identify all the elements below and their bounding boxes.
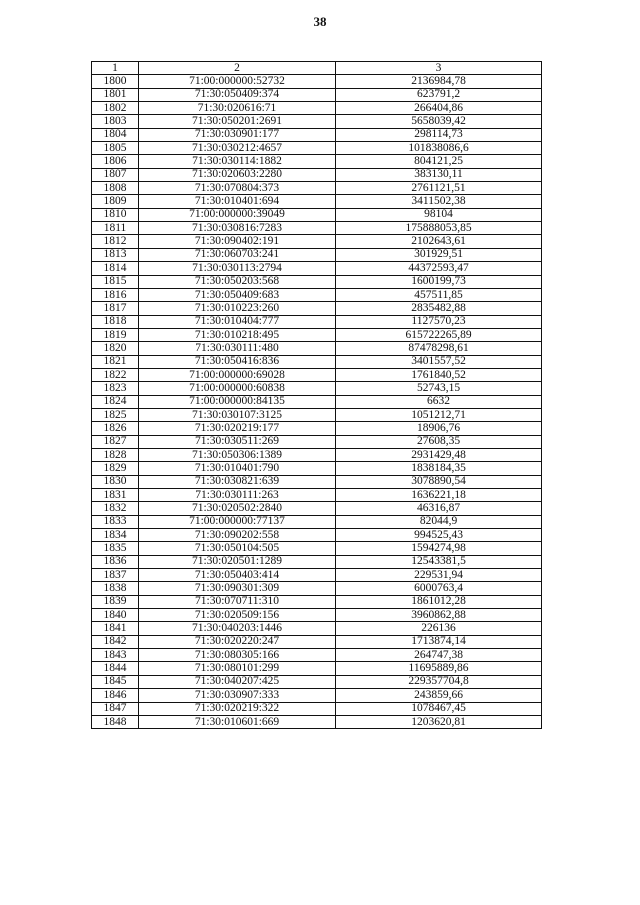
cadastral-number-cell: 71:30:010401:694 (139, 195, 336, 208)
row-number-cell: 1827 (92, 435, 139, 448)
value-cell: 6632 (336, 395, 542, 408)
row-number-cell: 1805 (92, 142, 139, 155)
table-row (92, 262, 542, 275)
value-cell: 82044,9 (336, 515, 542, 528)
value-cell: 1127570,23 (336, 315, 542, 328)
row-number-cell: 1834 (92, 529, 139, 542)
value-cell: 2136984,78 (336, 75, 542, 88)
row-number-cell: 1804 (92, 128, 139, 141)
row-number-cell: 1845 (92, 675, 139, 688)
cadastral-number-cell: 71:30:050409:374 (139, 88, 336, 101)
row-number-cell: 1847 (92, 702, 139, 715)
cadastral-number-cell: 71:30:010401:790 (139, 462, 336, 475)
table-row (92, 609, 542, 622)
table-row (92, 715, 542, 728)
cadastral-number-cell: 71:30:030901:177 (139, 128, 336, 141)
value-cell: 87478298,61 (336, 342, 542, 355)
cadastral-number-cell: 71:30:030111:263 (139, 489, 336, 502)
row-number-cell: 1843 (92, 649, 139, 662)
table-row (92, 689, 542, 702)
row-number-cell: 1802 (92, 102, 139, 115)
cadastral-number-cell: 71:30:030816:7283 (139, 222, 336, 235)
cadastral-number-cell: 71:30:050306:1389 (139, 448, 336, 461)
value-cell: 1713874,14 (336, 635, 542, 648)
row-number-cell: 1828 (92, 448, 139, 461)
value-cell: 46316,87 (336, 502, 542, 515)
table-row (92, 248, 542, 261)
row-number-cell: 1811 (92, 222, 139, 235)
row-number-cell: 1838 (92, 582, 139, 595)
cadastral-number-cell: 71:30:010601:669 (139, 715, 336, 728)
table-row (92, 102, 542, 115)
value-cell: 243859,66 (336, 689, 542, 702)
cadastral-number-cell: 71:30:020616:71 (139, 102, 336, 115)
table-row (92, 649, 542, 662)
row-number-cell: 1800 (92, 75, 139, 88)
row-number-cell: 1820 (92, 342, 139, 355)
cadastral-number-cell: 71:30:010223:260 (139, 302, 336, 315)
cadastral-number-cell: 71:30:030511:269 (139, 435, 336, 448)
row-number-cell: 1830 (92, 475, 139, 488)
row-number-cell: 1841 (92, 622, 139, 635)
table-row (92, 75, 542, 88)
cadastral-number-cell: 71:30:090402:191 (139, 235, 336, 248)
value-cell: 6000763,4 (336, 582, 542, 595)
cadastral-number-cell: 71:30:020501:1289 (139, 555, 336, 568)
value-cell: 101838086,6 (336, 142, 542, 155)
row-number-cell: 1810 (92, 208, 139, 221)
value-cell: 2102643,61 (336, 235, 542, 248)
table-row (92, 475, 542, 488)
value-cell: 11695889,86 (336, 662, 542, 675)
cadastral-number-cell: 71:00:000000:77137 (139, 515, 336, 528)
cadastral-number-cell: 71:30:090301:309 (139, 582, 336, 595)
table-row (92, 195, 542, 208)
cadastral-number-cell: 71:00:000000:52732 (139, 75, 336, 88)
value-cell: 1051212,71 (336, 408, 542, 421)
value-cell: 804121,25 (336, 155, 542, 168)
cadastral-number-cell: 71:30:090202:558 (139, 529, 336, 542)
row-number-cell: 1825 (92, 408, 139, 421)
table-row (92, 555, 542, 568)
value-cell: 1600199,73 (336, 275, 542, 288)
cadastral-number-cell: 71:00:000000:39049 (139, 208, 336, 221)
table-row (92, 395, 542, 408)
value-cell: 229531,94 (336, 569, 542, 582)
table-row (92, 328, 542, 341)
table-row (92, 115, 542, 128)
page-number: 38 (313, 14, 327, 29)
row-number-cell: 1832 (92, 502, 139, 515)
table-row (92, 595, 542, 608)
cadastral-number-cell: 71:30:030111:480 (139, 342, 336, 355)
row-number-cell: 1812 (92, 235, 139, 248)
row-number-cell: 1815 (92, 275, 139, 288)
table-row (92, 582, 542, 595)
value-cell: 1594274,98 (336, 542, 542, 555)
table-row (92, 368, 542, 381)
table-row (92, 128, 542, 141)
row-number-cell: 1842 (92, 635, 139, 648)
value-cell: 1203620,81 (336, 715, 542, 728)
value-cell: 27608,35 (336, 435, 542, 448)
table-row (92, 275, 542, 288)
value-cell: 298114,73 (336, 128, 542, 141)
table-row (92, 502, 542, 515)
row-number-cell: 1803 (92, 115, 139, 128)
cadastral-number-cell: 71:30:030114:1882 (139, 155, 336, 168)
row-number-cell: 1814 (92, 262, 139, 275)
row-number-cell: 1818 (92, 315, 139, 328)
row-number-cell: 1822 (92, 368, 139, 381)
value-cell: 44372593,47 (336, 262, 542, 275)
table-row (92, 155, 542, 168)
cadastral-number-cell: 71:30:010404:777 (139, 315, 336, 328)
table-row (92, 635, 542, 648)
value-cell: 52743,15 (336, 382, 542, 395)
value-cell: 266404,86 (336, 102, 542, 115)
table-row (92, 448, 542, 461)
value-cell: 623791,2 (336, 88, 542, 101)
column-header-1: 1 (92, 62, 139, 75)
cadastral-number-cell: 71:30:030821:639 (139, 475, 336, 488)
value-cell: 1636221,18 (336, 489, 542, 502)
row-number-cell: 1837 (92, 569, 139, 582)
table-row (92, 435, 542, 448)
row-number-cell: 1801 (92, 88, 139, 101)
cadastral-number-cell: 71:30:030212:4657 (139, 142, 336, 155)
table-row (92, 489, 542, 502)
cadastral-number-cell: 71:30:070804:373 (139, 182, 336, 195)
row-number-cell: 1839 (92, 595, 139, 608)
table-row (92, 288, 542, 301)
cadastral-number-cell: 71:00:000000:60838 (139, 382, 336, 395)
value-cell: 98104 (336, 208, 542, 221)
row-number-cell: 1809 (92, 195, 139, 208)
cadastral-number-cell: 71:30:020219:322 (139, 702, 336, 715)
value-cell: 3078890,54 (336, 475, 542, 488)
row-number-cell: 1807 (92, 168, 139, 181)
value-cell: 3960862,88 (336, 609, 542, 622)
value-cell: 264747,38 (336, 649, 542, 662)
table-row (92, 422, 542, 435)
row-number-cell: 1813 (92, 248, 139, 261)
row-number-cell: 1817 (92, 302, 139, 315)
table-row (92, 235, 542, 248)
value-cell: 229357704,8 (336, 675, 542, 688)
row-number-cell: 1840 (92, 609, 139, 622)
value-cell: 2931429,48 (336, 448, 542, 461)
cadastral-number-cell: 71:30:020219:177 (139, 422, 336, 435)
column-header-3: 3 (336, 62, 542, 75)
value-cell: 301929,51 (336, 248, 542, 261)
value-cell: 226136 (336, 622, 542, 635)
cadastral-number-cell: 71:30:020220:247 (139, 635, 336, 648)
value-cell: 1838184,35 (336, 462, 542, 475)
table-row (92, 515, 542, 528)
row-number-cell: 1829 (92, 462, 139, 475)
row-number-cell: 1826 (92, 422, 139, 435)
cadastral-number-cell: 71:30:070711:310 (139, 595, 336, 608)
table-row (92, 208, 542, 221)
table-row (92, 222, 542, 235)
cadastral-number-cell: 71:00:000000:69028 (139, 368, 336, 381)
row-number-cell: 1821 (92, 355, 139, 368)
value-cell: 12543381,5 (336, 555, 542, 568)
table-row (92, 408, 542, 421)
table-row (92, 542, 542, 555)
value-cell: 994525,43 (336, 529, 542, 542)
row-number-cell: 1808 (92, 182, 139, 195)
table-row (92, 315, 542, 328)
row-number-cell: 1844 (92, 662, 139, 675)
value-cell: 615722265,89 (336, 328, 542, 341)
cadastral-number-cell: 71:30:020502:2840 (139, 502, 336, 515)
table-row (92, 342, 542, 355)
table-row (92, 529, 542, 542)
table-row (92, 182, 542, 195)
row-number-cell: 1835 (92, 542, 139, 555)
table-row (92, 622, 542, 635)
value-cell: 457511,85 (336, 288, 542, 301)
cadastral-number-cell: 71:30:040203:1446 (139, 622, 336, 635)
table-row (92, 662, 542, 675)
table-row (92, 168, 542, 181)
table-row (92, 302, 542, 315)
row-number-cell: 1816 (92, 288, 139, 301)
cadastral-number-cell: 71:00:000000:84135 (139, 395, 336, 408)
row-number-cell: 1806 (92, 155, 139, 168)
cadastral-number-cell: 71:30:010218:495 (139, 328, 336, 341)
value-cell: 3411502,38 (336, 195, 542, 208)
value-cell: 5658039,42 (336, 115, 542, 128)
cadastral-number-cell: 71:30:020603:2280 (139, 168, 336, 181)
value-cell: 2835482,88 (336, 302, 542, 315)
value-cell: 1078467,45 (336, 702, 542, 715)
row-number-cell: 1846 (92, 689, 139, 702)
value-cell: 175888053,85 (336, 222, 542, 235)
row-number-cell: 1823 (92, 382, 139, 395)
value-cell: 1761840,52 (336, 368, 542, 381)
cadastral-number-cell: 71:30:040207:425 (139, 675, 336, 688)
cadastral-number-cell: 71:30:030107:3125 (139, 408, 336, 421)
table-header-row (92, 62, 542, 75)
cadastral-number-cell: 71:30:050201:2691 (139, 115, 336, 128)
value-cell: 1861012,28 (336, 595, 542, 608)
column-header-2: 2 (139, 62, 336, 75)
value-cell: 2761121,51 (336, 182, 542, 195)
cadastral-number-cell: 71:30:050416:836 (139, 355, 336, 368)
value-cell: 18906,76 (336, 422, 542, 435)
table-row (92, 142, 542, 155)
row-number-cell: 1831 (92, 489, 139, 502)
cadastral-number-cell: 71:30:050203:568 (139, 275, 336, 288)
row-number-cell: 1824 (92, 395, 139, 408)
cadastral-number-cell: 71:30:020509:156 (139, 609, 336, 622)
row-number-cell: 1836 (92, 555, 139, 568)
cadastral-number-cell: 71:30:050403:414 (139, 569, 336, 582)
cadastral-number-cell: 71:30:030907:333 (139, 689, 336, 702)
table-row (92, 702, 542, 715)
cadastral-number-cell: 71:30:080305:166 (139, 649, 336, 662)
table-row (92, 462, 542, 475)
table-row (92, 675, 542, 688)
cadastral-number-cell: 71:30:030113:2794 (139, 262, 336, 275)
value-cell: 383130,11 (336, 168, 542, 181)
table-row (92, 355, 542, 368)
cadastral-number-cell: 71:30:050104:505 (139, 542, 336, 555)
value-cell: 3401557,52 (336, 355, 542, 368)
table-row (92, 569, 542, 582)
data-table (91, 61, 542, 729)
cadastral-number-cell: 71:30:060703:241 (139, 248, 336, 261)
cadastral-number-cell: 71:30:080101:299 (139, 662, 336, 675)
row-number-cell: 1848 (92, 715, 139, 728)
row-number-cell: 1819 (92, 328, 139, 341)
row-number-cell: 1833 (92, 515, 139, 528)
cadastral-number-cell: 71:30:050409:683 (139, 288, 336, 301)
table-row (92, 382, 542, 395)
table-row (92, 88, 542, 101)
